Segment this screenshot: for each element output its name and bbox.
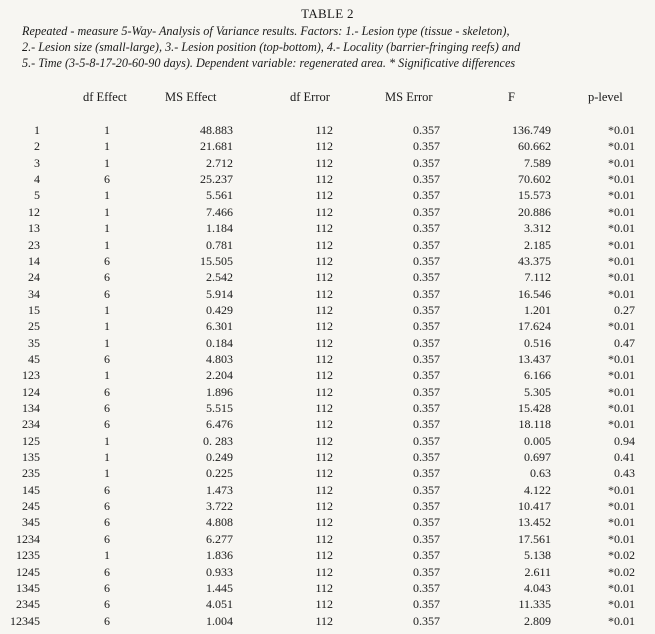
table-row (0, 336, 655, 352)
cell-p-level: *0.01 (608, 237, 635, 252)
cell-p-level: *0.01 (608, 597, 635, 612)
cell-ms-effect: 48.883 (200, 123, 233, 137)
cell-f: 17.624 (518, 319, 551, 334)
header-ms-effect: MS Effect (165, 90, 217, 104)
cell-effect: 45 (28, 351, 40, 366)
cell-effect: 235 (22, 466, 40, 481)
cell-df-effect: 1 (104, 548, 110, 563)
cell-df-error: 112 (315, 499, 333, 514)
cell-p-level: *0.01 (608, 155, 635, 170)
cell-effect: 12 (28, 204, 40, 219)
cell-p-level: *0.01 (608, 417, 635, 432)
cell-df-error: 112 (315, 172, 333, 187)
cell-ms-effect: 6.301 (206, 319, 233, 334)
table-row (0, 515, 655, 531)
cell-p-level: *0.01 (608, 319, 635, 334)
table-title: TABLE 2 (301, 6, 354, 21)
cell-ms-effect: 2.712 (206, 155, 233, 170)
cell-effect: 1245 (16, 564, 40, 579)
cell-effect: 1345 (16, 580, 40, 595)
cell-df-error: 112 (315, 221, 333, 236)
cell-effect: 124 (22, 384, 40, 399)
cell-ms-error: 0.357 (413, 204, 440, 219)
cell-p-level: *0.01 (608, 580, 635, 595)
cell-ms-error: 0.357 (413, 433, 440, 448)
cell-df-error: 112 (315, 531, 333, 546)
cell-df-error: 112 (315, 253, 333, 268)
cell-ms-error: 0.357 (413, 368, 440, 383)
cell-p-level: *0.01 (608, 221, 635, 236)
cell-df-effect: 6 (104, 401, 110, 415)
cell-df-error: 112 (315, 123, 333, 137)
cell-f: 5.138 (524, 548, 551, 563)
cell-f: 4.122 (524, 482, 551, 497)
cell-f: 60.662 (518, 139, 551, 154)
cell-df-error: 112 (315, 368, 333, 383)
cell-p-level: *0.01 (608, 613, 635, 628)
cell-ms-effect: 2.204 (206, 368, 233, 383)
cell-ms-error: 0.357 (413, 237, 440, 252)
cell-df-error: 112 (315, 384, 333, 399)
cell-f: 2.611 (524, 564, 551, 579)
table-row (0, 614, 655, 630)
cell-f: 2.809 (524, 613, 551, 628)
cell-df-effect: 1 (104, 335, 110, 350)
cell-p-level: *0.01 (608, 188, 635, 203)
cell-ms-error: 0.357 (413, 253, 440, 268)
cell-ms-error: 0.357 (413, 515, 440, 530)
cell-ms-effect: 4.803 (206, 351, 233, 366)
cell-effect: 3 (34, 155, 40, 170)
table-row (0, 156, 655, 172)
cell-effect: 24 (28, 270, 40, 285)
cell-ms-effect: 1.836 (206, 548, 233, 563)
cell-df-effect: 1 (104, 139, 110, 154)
header-p-level: p-level (588, 90, 623, 104)
cell-ms-error: 0.357 (413, 580, 440, 595)
cell-f: 70.602 (518, 172, 551, 187)
cell-df-error: 112 (315, 482, 333, 497)
cell-ms-error: 0.357 (413, 139, 440, 154)
cell-p-level: 0.43 (614, 466, 635, 481)
cell-ms-error: 0.357 (413, 548, 440, 563)
cell-df-error: 112 (315, 433, 333, 448)
cell-p-level: *0.01 (608, 172, 635, 187)
cell-effect: 1235 (16, 548, 40, 563)
cell-df-effect: 6 (104, 531, 110, 546)
cell-f: 17.561 (518, 531, 551, 546)
table-row (0, 499, 655, 515)
cell-df-effect: 1 (104, 319, 110, 334)
cell-df-effect: 1 (104, 204, 110, 219)
cell-p-level: *0.02 (608, 548, 635, 563)
cell-ms-error: 0.357 (413, 531, 440, 546)
table-row (0, 172, 655, 188)
table-row (0, 532, 655, 548)
cell-f: 15.573 (518, 188, 551, 203)
cell-ms-error: 0.357 (413, 335, 440, 350)
header-f: F (508, 90, 515, 104)
caption-line: Repeated - measure 5-Way- Analysis of Variance results. Factors: 1.- Lesion type (tissue - skeleton), (22, 24, 510, 38)
table-row (0, 238, 655, 254)
table-row (0, 417, 655, 433)
cell-ms-effect: 4.808 (206, 515, 233, 530)
cell-ms-effect: 1.896 (206, 384, 233, 399)
cell-f: 43.375 (518, 253, 551, 268)
cell-ms-effect: 1.473 (206, 482, 233, 497)
table-row (0, 548, 655, 564)
cell-df-error: 112 (315, 417, 333, 432)
cell-p-level: *0.02 (608, 564, 635, 579)
cell-ms-error: 0.357 (413, 221, 440, 236)
cell-df-error: 112 (315, 139, 333, 154)
cell-f: 3.312 (524, 221, 551, 236)
table-row (0, 352, 655, 368)
cell-effect: 1234 (16, 531, 40, 546)
cell-df-effect: 1 (104, 466, 110, 481)
cell-effect: 1 (34, 123, 40, 137)
cell-f: 7.589 (524, 155, 551, 170)
cell-df-effect: 1 (104, 237, 110, 252)
cell-ms-effect: 5.914 (206, 286, 233, 301)
cell-ms-effect: 0.249 (206, 450, 233, 464)
header-ms-error: MS Error (385, 90, 433, 104)
cell-df-error: 112 (315, 613, 333, 628)
cell-ms-error: 0.357 (413, 466, 440, 481)
cell-f: 10.417 (518, 499, 551, 514)
cell-f: 0.697 (524, 450, 551, 464)
cell-effect: 123 (22, 368, 40, 383)
cell-df-effect: 6 (104, 384, 110, 399)
cell-effect: 135 (22, 450, 40, 464)
cell-df-error: 112 (315, 351, 333, 366)
cell-f: 0.516 (524, 335, 551, 350)
cell-effect: 15 (28, 302, 40, 317)
cell-f: 0.005 (524, 433, 551, 448)
table-row (0, 581, 655, 597)
cell-df-error: 112 (315, 270, 333, 285)
table-row (0, 597, 655, 613)
table-header-row (0, 90, 655, 106)
cell-f: 18.118 (518, 417, 551, 432)
cell-ms-effect: 5.515 (206, 401, 233, 415)
cell-ms-effect: 4.051 (206, 597, 233, 612)
cell-df-effect: 6 (104, 482, 110, 497)
cell-df-error: 112 (315, 302, 333, 317)
table-row (0, 254, 655, 270)
cell-f: 2.185 (524, 237, 551, 252)
table-row (0, 188, 655, 204)
cell-df-effect: 6 (104, 253, 110, 268)
table-row (0, 385, 655, 401)
cell-ms-effect: 0.184 (206, 335, 233, 350)
cell-ms-effect: 2.542 (206, 270, 233, 285)
cell-df-effect: 6 (104, 286, 110, 301)
cell-effect: 12345 (10, 613, 40, 628)
cell-f: 5.305 (524, 384, 551, 399)
cell-df-effect: 6 (104, 172, 110, 187)
cell-f: 7.112 (524, 270, 551, 285)
table-row (0, 483, 655, 499)
table-row (0, 401, 655, 417)
cell-ms-error: 0.357 (413, 564, 440, 579)
cell-p-level: 0.47 (614, 335, 635, 350)
cell-ms-error: 0.357 (413, 450, 440, 464)
cell-p-level: *0.01 (608, 253, 635, 268)
cell-effect: 234 (22, 417, 40, 432)
cell-ms-error: 0.357 (413, 597, 440, 612)
cell-ms-effect: 0. 283 (203, 433, 233, 448)
cell-ms-error: 0.357 (413, 172, 440, 187)
cell-p-level: *0.01 (608, 515, 635, 530)
cell-ms-error: 0.357 (413, 482, 440, 497)
cell-p-level: 0.41 (614, 450, 635, 464)
table-row (0, 368, 655, 384)
cell-ms-error: 0.357 (413, 319, 440, 334)
cell-p-level: *0.01 (608, 139, 635, 154)
cell-f: 16.546 (518, 286, 551, 301)
caption-line: 5.- Time (3-5-8-17-20-60-90 days). Dependent variable: regenerated area. * Significative differences (22, 56, 516, 71)
cell-ms-effect: 7.466 (206, 204, 233, 219)
cell-df-error: 112 (315, 319, 333, 334)
cell-f: 1.201 (524, 302, 551, 317)
cell-f: 11.335 (518, 597, 551, 612)
cell-df-effect: 6 (104, 580, 110, 595)
header-df-error: df Error (290, 90, 330, 104)
cell-effect: 145 (22, 482, 40, 497)
table-row (0, 270, 655, 286)
cell-ms-effect: 6.277 (206, 531, 233, 546)
cell-df-effect: 1 (104, 433, 110, 448)
table-caption (22, 23, 642, 72)
cell-ms-error: 0.357 (413, 613, 440, 628)
cell-effect: 34 (28, 286, 40, 301)
cell-df-error: 112 (315, 286, 333, 301)
cell-ms-error: 0.357 (413, 302, 440, 317)
cell-df-effect: 1 (104, 188, 110, 203)
cell-df-error: 112 (315, 564, 333, 579)
table-row (0, 466, 655, 482)
table-row (0, 139, 655, 155)
cell-df-effect: 6 (104, 613, 110, 628)
cell-p-level: *0.01 (608, 482, 635, 497)
cell-ms-error: 0.357 (413, 351, 440, 366)
cell-ms-effect: 0.225 (206, 466, 233, 481)
cell-effect: 4 (34, 172, 40, 187)
table-row (0, 450, 655, 466)
cell-df-effect: 6 (104, 499, 110, 514)
cell-ms-error: 0.357 (413, 417, 440, 432)
cell-f: 15.428 (518, 401, 551, 415)
header-df-effect: df Effect (83, 90, 127, 104)
cell-df-effect: 1 (104, 302, 110, 317)
cell-f: 0.63 (530, 466, 551, 481)
cell-df-error: 112 (315, 597, 333, 612)
cell-df-effect: 1 (104, 221, 110, 236)
cell-p-level: *0.01 (608, 270, 635, 285)
caption-line: 2.- Lesion size (small-large), 3.- Lesion position (top-bottom), 4.- Locality (barrier-fringing reefs) and (22, 40, 521, 55)
cell-df-error: 112 (315, 580, 333, 595)
cell-ms-effect: 0.781 (206, 237, 233, 252)
cell-f: 136.749 (512, 123, 551, 137)
cell-df-error: 112 (315, 401, 333, 415)
cell-p-level: *0.01 (608, 286, 635, 301)
cell-df-error: 112 (315, 204, 333, 219)
cell-ms-error: 0.357 (413, 499, 440, 514)
cell-p-level: *0.01 (608, 384, 635, 399)
cell-ms-effect: 3.722 (206, 499, 233, 514)
cell-effect: 2345 (16, 597, 40, 612)
cell-p-level: *0.01 (608, 351, 635, 366)
cell-df-effect: 1 (104, 368, 110, 383)
cell-ms-error: 0.357 (413, 155, 440, 170)
cell-ms-effect: 21.681 (200, 139, 233, 154)
cell-df-error: 112 (315, 335, 333, 350)
cell-p-level: *0.01 (608, 204, 635, 219)
cell-effect: 25 (28, 319, 40, 334)
cell-ms-error: 0.357 (413, 401, 440, 415)
cell-df-error: 112 (315, 155, 333, 170)
cell-df-effect: 6 (104, 597, 110, 612)
cell-df-effect: 6 (104, 564, 110, 579)
cell-effect: 23 (28, 237, 40, 252)
cell-f: 6.166 (524, 368, 551, 383)
table-row (0, 565, 655, 581)
cell-effect: 13 (28, 221, 40, 236)
table-row (0, 319, 655, 335)
cell-ms-error: 0.357 (413, 286, 440, 301)
cell-effect: 14 (28, 253, 40, 268)
cell-ms-effect: 1.004 (206, 613, 233, 628)
cell-df-effect: 6 (104, 351, 110, 366)
table-row (0, 287, 655, 303)
cell-effect: 2 (34, 139, 40, 154)
cell-ms-effect: 15.505 (200, 253, 233, 268)
cell-effect: 5 (34, 188, 40, 203)
cell-f: 4.043 (524, 580, 551, 595)
cell-ms-error: 0.357 (413, 188, 440, 203)
cell-df-error: 112 (315, 450, 333, 464)
table-row (0, 221, 655, 237)
cell-p-level: *0.01 (608, 368, 635, 383)
cell-df-error: 112 (315, 188, 333, 203)
cell-p-level: 0.94 (614, 433, 635, 448)
cell-df-error: 112 (315, 548, 333, 563)
cell-df-effect: 1 (104, 123, 110, 137)
cell-p-level: *0.01 (608, 531, 635, 546)
cell-ms-effect: 25.237 (200, 172, 233, 187)
cell-df-effect: 6 (104, 515, 110, 530)
cell-effect: 35 (28, 335, 40, 350)
cell-df-effect: 1 (104, 450, 110, 464)
cell-ms-effect: 5.561 (206, 188, 233, 203)
cell-effect: 125 (22, 433, 40, 448)
cell-ms-effect: 1.184 (206, 221, 233, 236)
cell-f: 20.886 (518, 204, 551, 219)
cell-df-effect: 6 (104, 270, 110, 285)
cell-p-level: *0.01 (608, 499, 635, 514)
cell-df-error: 112 (315, 515, 333, 530)
cell-df-effect: 6 (104, 417, 110, 432)
cell-f: 13.437 (518, 351, 551, 366)
cell-ms-effect: 6.476 (206, 417, 233, 432)
cell-p-level: *0.01 (608, 123, 635, 137)
cell-df-error: 112 (315, 237, 333, 252)
table-row (0, 123, 655, 139)
table-row (0, 434, 655, 450)
table-row (0, 205, 655, 221)
cell-f: 13.452 (518, 515, 551, 530)
cell-effect: 134 (22, 401, 40, 415)
cell-ms-error: 0.357 (413, 384, 440, 399)
cell-df-effect: 1 (104, 155, 110, 170)
cell-ms-effect: 0.933 (206, 564, 233, 579)
table-row (0, 303, 655, 319)
cell-ms-effect: 0.429 (206, 302, 233, 317)
cell-p-level: *0.01 (608, 401, 635, 415)
cell-ms-error: 0.357 (413, 270, 440, 285)
cell-effect: 245 (22, 499, 40, 514)
cell-ms-error: 0.357 (413, 123, 440, 137)
cell-effect: 345 (22, 515, 40, 530)
cell-ms-effect: 1.445 (206, 580, 233, 595)
cell-df-error: 112 (315, 466, 333, 481)
cell-p-level: 0.27 (614, 302, 635, 317)
